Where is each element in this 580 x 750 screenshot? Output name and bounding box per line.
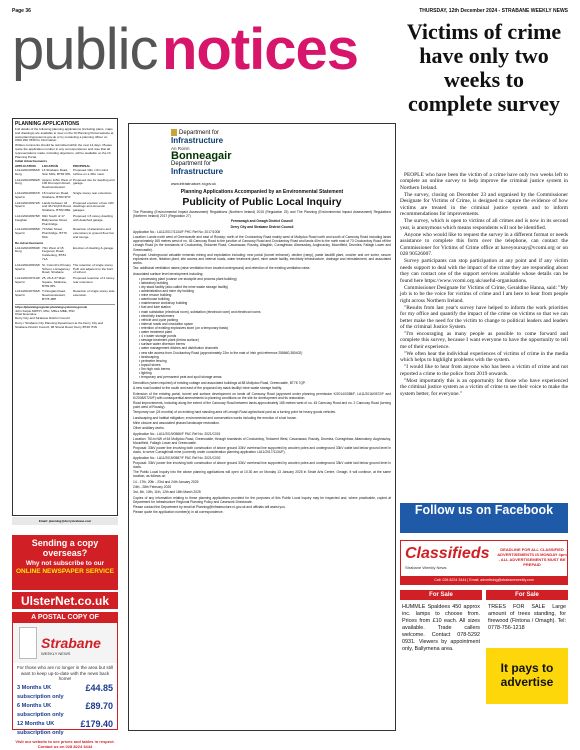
article-paragraph: PEOPLE who have been the victim of a crime have only two weeks left to complete an online survey to help improve the criminal justice system in Northern Ireland. bbox=[400, 172, 568, 191]
application-proposal: Proposed erection of two infill dwellings and domestic garages. bbox=[73, 200, 114, 213]
list-item: • temporary and permanent peat and spoil storage areas bbox=[139, 375, 391, 379]
notice-body-2 bbox=[133, 381, 391, 514]
planning-readv-heading: Re-Advertisements bbox=[15, 240, 44, 245]
notice-website[interactable]: www.infrastructure-ni.gov.uk bbox=[171, 182, 216, 186]
price-row-3m bbox=[13, 684, 117, 702]
sub-ad-desc: For those who are no longer in the area but still want to keep up-to-date with the news back home! bbox=[17, 665, 114, 682]
dfi-logo-2 bbox=[171, 161, 223, 177]
notice-paragraph: Proposal: 33kV power line involving both construction of above ground 33kV overhead line supported by wooden poles and underground 33kV cable laid below ground level in ducts, to serve Curraghinalt mine (currently under consideration planning application LA11/2017/1134/F). bbox=[133, 446, 391, 455]
planning-applications-box bbox=[12, 118, 118, 516]
price-label: 12 Months UK subscription only bbox=[17, 720, 64, 736]
application-location: Approx 115m West of 100 Drumquin Road, Newtownstewart bbox=[42, 177, 72, 190]
notice-paragraph: 14 - 17th, 20th - 23rd and 24th January 2025 bbox=[133, 479, 199, 484]
crest-icon bbox=[171, 129, 177, 136]
copy-ad-line2: Why not subscribe to our bbox=[25, 560, 105, 567]
notice-paragraph: Proposal: 33kV power line involving both construction of above ground 33kV overhead line supported by wooden poles and underground 33kV cable laid below ground level in ducts. bbox=[133, 460, 391, 469]
table-row bbox=[15, 228, 115, 239]
article-headline: Victims of crime have only two weeks to complete survey bbox=[406, 19, 562, 116]
planning-officer: John Kelpie MRTPI, MSc, MRes MBE, PhD bbox=[15, 308, 75, 313]
notice-paragraph: Tax: additional ventilation raises (raise ventilation from located underground) and retention of the existing ventilation raise. bbox=[133, 266, 311, 271]
sub-ad-brand-sub: WEEKLY NEWS bbox=[41, 651, 71, 656]
facebook-follow-banner[interactable]: Follow us on Facebook bbox=[400, 503, 568, 533]
notice-paragraph: Temporary use (24 months) of an existing hard standing area off Lenagh Road agricultural yard as a turning point for heavy goods vehicles. bbox=[133, 410, 336, 415]
list-item: • processing plant (coarse ore stockpile and process plant building) bbox=[139, 277, 391, 281]
classifieds-deadline: DEADLINE FOR ALL CLASSIFIED ADVERTISEMENTS IS MONDAY 4pm - ALL ADVERTISEMENTS MUST BE PREPAID bbox=[497, 547, 567, 567]
table-row bbox=[15, 215, 115, 226]
public-inquiry-notice bbox=[128, 123, 396, 731]
notice-banner: Planning Applications Accompanied by an Environmental Statement bbox=[180, 189, 344, 195]
article-paragraph: Anyone who would like to request the survey in a different format or needs assistance to complete this form over the telephone, can contact the Commissioner for Victims of Crime office at haveyoursay@vcomi.org or on 028 90526007. bbox=[400, 231, 568, 258]
list-item: • perimeter fencing bbox=[139, 359, 391, 363]
article-paragraph: "I would like to hear from anyone who has been a victim of crime and not reported a crime to the police from 2019 onwards. bbox=[400, 364, 568, 377]
planning-heading: PLANNING APPLICATIONS bbox=[15, 121, 80, 127]
application-number: LA11/2024/0560/F Derg bbox=[15, 245, 41, 254]
notice-paragraph: Mine closure and associated phased landscape restoration. bbox=[133, 421, 220, 426]
article-paragraph: "Results from last year's survey have helped to inform the work priorities for my office and quantify the impact of the crime on victims so that we can better make the need for the victim to change to political leaders and leaders of the criminal Justice System. bbox=[400, 304, 568, 330]
notice-paragraph: Fermanagh and Omagh District Council bbox=[230, 219, 294, 224]
list-item: • laboratory building bbox=[139, 281, 391, 285]
list-item: • electricity transformers bbox=[139, 314, 391, 318]
page-number: Page 36 bbox=[12, 8, 31, 14]
logo1-name: Infrastructure bbox=[171, 136, 224, 146]
it-pays-to-advertise: It pays to advertise bbox=[486, 648, 568, 704]
application-location: Lands between 44 and 46 Holyhill Road, Strabane, BT82 0BE bbox=[42, 200, 72, 213]
col-location: LOCATION bbox=[42, 164, 58, 169]
list-item: • water management ditches and distribution channels bbox=[139, 346, 391, 350]
application-number: LA11/2024/0986/F Sperrin bbox=[15, 227, 41, 236]
table-row bbox=[15, 264, 115, 275]
application-location: Ti Douglas Road, Newtownstewart, BT78 4BH bbox=[42, 289, 66, 302]
masthead-word-public: public bbox=[12, 17, 158, 82]
department-logos bbox=[133, 128, 391, 182]
planning-rows-readv bbox=[15, 247, 115, 302]
postal-subscription-advert bbox=[12, 612, 118, 749]
classified-ad-right: TREES FOR SALE Large amount of trees standing, for firewood (Fintona / Omagh). Tel: 0778-756-1218 bbox=[488, 604, 566, 631]
logo2-name: Bonneagair bbox=[171, 150, 232, 162]
list-item: • retention of existing explosives store (on a temporary basis) bbox=[139, 326, 391, 330]
newspaper-icon bbox=[19, 627, 37, 659]
article-paragraph: "Most importantly this is an opportunity for those who have experienced the criminal justice system as a victim of crime to see their voice to make the system better, for everyone." bbox=[400, 377, 568, 397]
for-sale-heading-left: For Sale bbox=[400, 590, 482, 600]
application-number: LA11/2024/0794/F Sperrin bbox=[15, 289, 41, 298]
sub-ad-logo bbox=[13, 623, 117, 663]
list-item: • water treatment plant bbox=[139, 330, 391, 334]
sub-ad-brand: Strabane bbox=[41, 635, 101, 651]
notice-paragraph: Derry City and Strabane District Council bbox=[230, 224, 294, 229]
list-item: • landscaping bbox=[139, 355, 391, 359]
application-location: 70m West of 15 Ferguson Road, Castlederg, BT81 7LA bbox=[42, 245, 67, 261]
price-label: 6 Months UK subscription only bbox=[17, 702, 64, 718]
application-location: 73 Main Street, Plumbridge, BT79 8AA bbox=[42, 227, 67, 239]
application-location: St. Columb's Primary School, Lisnagarvey Road, Strabane bbox=[42, 262, 71, 275]
notice-paragraph: Location: Lands north west of Greencastle and east of Rousky; north of the Crockanboy Road mainly west of Mullydoo Road north and south of Camcosy Road including lands approximately 165 metres west of no. 45 Camcosy Road to the junction of Camcosy Road and Crockanboy Road and lands 40m to the north east of 73 Crockanboy Road off the Lenagh Road (in the townlands of Crockanboy, Tedavnet Road, Cavanacaw, Rousky, Altaglish, Curraghbaw, Altamuskey, Aughnacloy, Mountfield, Drumlea, Fallagh Lower and Greencastle). bbox=[133, 235, 391, 252]
list-item: • 5m high rock berms bbox=[139, 367, 391, 371]
article-body bbox=[400, 172, 568, 500]
dfi-logo bbox=[171, 129, 223, 146]
notice-paragraph: Extension of the existing portal, tunnel and surface development on lands off Camcosy Road (approved under planning permission K/2014/0288/F, LA11/2016/0572/F and K/2008/0720/F) with consequential amendments to planning conditions on the site for development and its restoration. bbox=[133, 391, 391, 400]
notice-paragraph: Road improvements, including along the extent of the Camcosy Road between lands approximately 165 metres west of no. 45 Camcosy Road and no. 2 Camcosy Road (turning point west of Rousky). bbox=[133, 401, 391, 410]
price-amount: £44.85 bbox=[85, 682, 113, 693]
online-copy-advert[interactable] bbox=[12, 535, 118, 590]
list-item: • topsoil stores bbox=[139, 363, 391, 367]
application-number: LA11/2024/0978/F Faughan bbox=[15, 213, 41, 222]
classifieds-contact-bar[interactable]: Call: 028 8224 3444 | Email: advertising@strabaneweekly.com bbox=[401, 576, 567, 584]
application-number: LA11/2024/0633/F Sperrin bbox=[15, 262, 41, 271]
list-item: • fuel and lube station bbox=[139, 305, 391, 309]
notice-paragraph: A new road located to the south and east of the proposed dry stack facility/ mine waste storage facility. bbox=[133, 386, 282, 391]
notice-items-list bbox=[139, 277, 391, 379]
planning-footer-text: Derry / Strabane City Planning Department at the Derry City and Strabane District Council, 98 Strand Road, Derry BT48 7NN bbox=[15, 321, 104, 329]
application-number: LA11/2024/0967/F Sperrin bbox=[15, 190, 41, 199]
table-row bbox=[15, 277, 115, 288]
list-item: • dry stack facility (also called the mine waste storage facility) bbox=[139, 285, 391, 289]
copy-ad-line3: ONLINE NEWSPAPER SERVICE bbox=[16, 568, 114, 575]
price-amount: £89.70 bbox=[85, 700, 113, 711]
list-item: • surface water diversion berms bbox=[139, 342, 391, 346]
notice-paragraph: Associated surface level development including: bbox=[133, 271, 204, 276]
logo1-line: Department for bbox=[179, 130, 220, 137]
application-location: 14 Strabane Road, Sion Mills, BT82 9HL bbox=[42, 167, 71, 176]
application-number: LA11/2024/0964/F Derg bbox=[15, 167, 41, 176]
price-amount: £179.40 bbox=[80, 718, 113, 729]
classifieds-tag: Strabane Weekly News bbox=[405, 565, 447, 570]
application-location: 18 Gorticrum Road, Strabane, BT82 9HX bbox=[42, 190, 71, 199]
planning-intro: Full details of the following planning applications (including plans, maps and drawings) are available to view on the NI Planning Portal website at www.planningsystemni.gov.uk or by contacting a planning officer on 0300 200 7830 for information. bbox=[15, 127, 114, 143]
for-sale-heading-right: For Sale bbox=[486, 590, 568, 600]
list-item: • maintenance workshop building bbox=[139, 301, 391, 305]
article-paragraph: "I'm encouraging as many people as possible to come forward and complete this survey, because I want everyone to have the opportunity to tell me of their experience. bbox=[400, 331, 568, 350]
application-proposal: Proposed retention of 2 storey rear extension. bbox=[73, 276, 115, 284]
article-paragraph: Survey participants can stop participation at any point and if any victim needs support to deal with the impact of the crime they are responding about they can contact one of the support services available whose details can be found here https://www.vcomi.org.uk/useful-organisations. bbox=[400, 258, 568, 284]
classifieds-header bbox=[400, 540, 568, 585]
application-proposal: Retention of single storey side extension. bbox=[73, 289, 115, 298]
notice-paragraph: Location: 761m NW of 64 Mullydoo Road, Greencastle, through townlands of Crockanboy, Tedavnet West, Cavanacaw, Rousky, Drumlea, Curraghbaw, Altamuskey, Aughnacloy, Mountfield, Fallagh Lower and Greencastle. bbox=[133, 436, 391, 445]
notice-paragraph: Application No.: LA11/2019/0587/F PAC Ref No: 2021/C002 bbox=[133, 455, 221, 460]
notice-paragraph: 24th - 28th February 2025 bbox=[133, 484, 172, 489]
logo3-name: Infrastructure bbox=[171, 167, 224, 176]
application-number: LA11/2024/0982/F Derg bbox=[15, 177, 41, 186]
copy-ad-line1: Sending a copy overseas? bbox=[31, 538, 99, 558]
application-proposal: Proposed site for dwelling and garage. bbox=[73, 177, 115, 186]
ulsternet-link[interactable]: UlsterNet.co.uk bbox=[12, 591, 118, 609]
notice-paragraph: Application No.: LA11/2017/1134/F PHC Ref No: 2017/1008 bbox=[133, 229, 221, 234]
notice-paragraph: Landscaping and habitat mitigation; environmental and conservation works including the erection of a bat house. bbox=[133, 415, 297, 420]
price-label: 3 Months UK subscription only bbox=[17, 684, 64, 700]
planning-footer bbox=[15, 304, 115, 330]
application-location: 25, 26 & 27 Main Square, Strabane, BT82 8PL bbox=[42, 276, 68, 288]
application-number: LA11/2024/0972/F Sperrin bbox=[15, 200, 41, 209]
notice-title: Publicity of Public Local Inquiry bbox=[182, 196, 342, 208]
planning-portal-link[interactable]: https://planningregister.planningsystemni.gov.uk bbox=[15, 304, 88, 309]
section-masthead bbox=[12, 16, 362, 82]
col-application: APPLICATION bbox=[15, 164, 36, 169]
planning-officer-title: Chief Executive bbox=[15, 312, 37, 317]
planning-rows-initial bbox=[15, 169, 115, 240]
list-item: • 4 x water storage ponds bbox=[139, 334, 391, 338]
article-paragraph: The survey, closing on December 23 and organised by the Commissioner Designate for Victims of Crime, is designed to capture the evidence of how victims are treated in the criminal justice system and to inform recommendations for improvements. bbox=[400, 191, 568, 218]
table-row bbox=[15, 192, 115, 200]
sub-ad-head: A POSTAL COPY OF bbox=[13, 613, 117, 623]
notice-paragraph: The Public Local Inquiry into the above planning applications will open at 10.30 am on Monday 13 January 2025 in Strule Arts Centre, Omagh. It will continue, at the same location, as follows on: bbox=[133, 470, 391, 479]
list-item: • warehouse building bbox=[139, 297, 391, 301]
list-item: • vehicle and cycle parking bbox=[139, 318, 391, 322]
notice-paragraph: Copies of any information relating to these planning applications provided for the purposes of this Public Local Inquiry may be inspected and, where practicable, copied at Department for Infrastructure Regional Planning Policy and Casework Directorate. bbox=[133, 495, 391, 504]
list-item: • new site access from Crockanboy Road (approximately 22m to the east of Irish grid reference 258660,380402) bbox=[139, 351, 391, 355]
classified-ad-left: HUMMLE Spaldees 450 approx inc. lamps to choose from. Prices from £10 each. All sizes available. Trade callers welcome. Contact 078-5292 0931. Viewers by appointment only, Ballymena area. bbox=[402, 604, 480, 652]
list-item: • internal roads and circulation space bbox=[139, 322, 391, 326]
application-proposal: Single storey rear extension. bbox=[73, 190, 113, 195]
list-item: • lighting bbox=[139, 371, 391, 375]
bonneagair-logo bbox=[171, 146, 232, 162]
notice-paragraph: 3rd, 4th, 10th, 11th, 12th and 18th March 2025 bbox=[133, 490, 201, 495]
price-row-12m bbox=[13, 720, 117, 738]
table-row bbox=[15, 290, 115, 301]
article-paragraph: Commissioner Designate for Victims of Crime, Geraldine Hanna, said: "My job is to be the voice for victims of crime and I am here to hear from people right across Northern Ireland. bbox=[400, 284, 568, 304]
col-proposal: PROPOSAL bbox=[73, 164, 91, 169]
article-paragraph: The survey, which is open to victims of all crimes and is now in its second year, is anonymous which means respondents will not be identified. bbox=[400, 218, 568, 231]
logo3-line: Department for bbox=[171, 161, 212, 167]
notice-paragraph: Please contact the Department by email at Planning@infrastructure-ni.gov.uk and officials will assist you. bbox=[133, 504, 286, 509]
notice-paragraph: Proposal: Underground valuable minerals mining and exploitation including: new portal (tunnel entrance), decline (ramp), paste backfill plant, crusher and ore sorter, secure explosives store, flotation plant, site access and internal roads, water treatment plant, mine waste facility, electricity infrastructure, drainage and reinstatement, and associated works. bbox=[133, 252, 391, 265]
application-proposal: Proposed 10m x 8m wind turbine on a 30m mast. bbox=[73, 167, 108, 176]
article-paragraph: "We often hear the individual experiences of victims of crime in the media which helps to highlight problems with the system. bbox=[400, 350, 568, 364]
logo2-line: An Roinn bbox=[171, 146, 190, 151]
notice-paragraph: Application No.: LA11/2019/0586/F PAC Ref No: 2021/C001 bbox=[133, 431, 221, 436]
list-item: • sewage treatment plant (below surface) bbox=[139, 338, 391, 342]
sub-ad-foot: Visit our website to see prices and tables in respect. Contact us on 028 8224 3444 bbox=[15, 738, 115, 749]
application-number: LA11/2024/0710/F Sperrin bbox=[15, 276, 41, 284]
notice-paragraph: Other ancillary works. bbox=[133, 426, 165, 431]
notice-paragraph: Demolition (when required) of existing cottage and associated buildings at 88 Mullydoo Road, Greencastle, BT78 7QP. bbox=[133, 381, 306, 386]
notice-paragraph: The Planning (Environmental Impact Assessment) Regulations (Northern Ireland) 2015 (Regulation 23) and The Planning (Environmental Impact Assessment) Regulations (Northern Ireland) 2017 (Regulation 27) bbox=[133, 210, 391, 219]
planning-email-bar[interactable]: Email: planning@derrystrabane.com bbox=[12, 517, 118, 525]
list-item: • administration and mine dry building bbox=[139, 289, 391, 293]
table-row bbox=[15, 247, 115, 262]
issue-date: THURSDAY, 12th December 2024 - STRABANE WEEKLY NEWS bbox=[419, 8, 568, 14]
price-row-6m bbox=[13, 702, 117, 720]
planning-council: Derry City and Strabane District Council bbox=[15, 316, 70, 321]
table-row bbox=[15, 169, 115, 177]
list-item: • mine rescue building bbox=[139, 293, 391, 297]
masthead-word-notices: notices bbox=[162, 17, 359, 82]
notice-paragraph: Please quote the application number(s) in all correspondence. bbox=[133, 510, 224, 515]
application-proposal: Retention of alterations and extensions to ground floor bar and lounge. bbox=[73, 227, 114, 239]
table-row bbox=[15, 179, 115, 190]
planning-intro-2: Written comments should be submitted within the next 14 days. Please quote the application number in any correspondence and note that all representations made, including objections, will be available on the NI Planning Portal. bbox=[15, 143, 112, 159]
table-row bbox=[15, 202, 115, 213]
list-item: • main substation (electrical room), substation (electrical room) and electrical rooms bbox=[139, 310, 391, 314]
notice-body bbox=[133, 210, 391, 276]
application-proposal: The retention of single storey PoD unit adjacent to the front of school. bbox=[73, 262, 114, 275]
planning-initial-heading: Initial Advertisements bbox=[15, 159, 48, 164]
page-topbar bbox=[12, 6, 568, 16]
application-proposal: Proposed 1.5 storey dwelling with detached garage. bbox=[73, 213, 113, 222]
application-location: 90m South of 17 Ballyneaner Road, Plumbridge bbox=[42, 213, 68, 226]
application-proposal: Erection of dwelling & garage. bbox=[73, 245, 115, 250]
classifieds-logo: Classifieds bbox=[405, 545, 490, 562]
